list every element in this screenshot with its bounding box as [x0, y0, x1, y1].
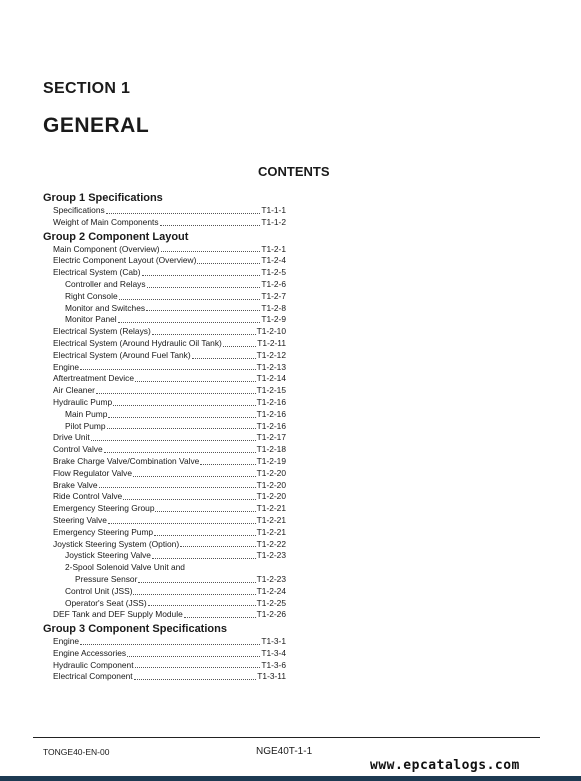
toc-entry-title: Flow Regulator Valve	[53, 467, 132, 478]
toc-entry[interactable]	[43, 432, 286, 444]
toc-entry-page: T1-2-24	[256, 585, 286, 596]
toc-entry-title: Weight of Main Components	[53, 216, 159, 227]
toc-entry[interactable]	[43, 303, 286, 315]
toc-entry[interactable]	[43, 205, 286, 217]
dot-leader	[80, 644, 260, 645]
footer-divider	[33, 737, 540, 738]
toc-entry[interactable]	[43, 527, 286, 539]
toc-entry-page: T1-3-4	[261, 647, 286, 658]
toc-entry[interactable]	[43, 279, 286, 291]
toc-entry[interactable]	[43, 562, 286, 574]
dot-leader	[161, 251, 261, 252]
toc-entry-page: T1-2-7	[261, 290, 286, 301]
toc-entry-title: 2-Spool Solenoid Valve Unit and	[65, 562, 185, 573]
toc-entry[interactable]	[43, 586, 286, 598]
toc-entry-page: T1-2-23	[256, 573, 286, 584]
toc-entry-title: Emergency Steering Group	[53, 503, 155, 514]
toc-entry-page: T1-2-20	[256, 467, 286, 478]
toc-entry[interactable]	[43, 636, 286, 648]
dot-leader	[146, 310, 260, 311]
toc-entry[interactable]	[43, 574, 286, 586]
dot-leader	[135, 667, 261, 668]
toc-entry-page: T1-2-8	[261, 302, 286, 313]
dot-leader	[138, 582, 255, 583]
toc-entry-title: Right Console	[65, 290, 118, 301]
bottom-color-bar	[0, 776, 581, 781]
toc-entry-page: T1-3-6	[261, 659, 286, 670]
toc-entry[interactable]	[43, 421, 286, 433]
toc-entry-title: Electric Component Layout (Overview)	[53, 255, 197, 266]
toc-entry-title: Controller and Relays	[65, 278, 146, 289]
toc-entry-title: Brake Charge Valve/Combination Valve	[53, 455, 200, 466]
toc-entry-title: Electrical System (Around Fuel Tank)	[53, 349, 191, 360]
footer-document-code: TONGE40-EN-00	[43, 747, 110, 757]
dot-leader	[134, 679, 257, 680]
toc-entry-title: Electrical System (Around Hydraulic Oil Tank)	[53, 337, 222, 348]
watermark-url: www.epcatalogs.com	[370, 758, 520, 773]
section-label: SECTION 1	[43, 80, 131, 97]
toc-entry[interactable]	[43, 267, 286, 279]
toc-entry-title: Emergency Steering Pump	[53, 526, 154, 537]
dot-leader	[119, 299, 261, 300]
toc-entry-title: Monitor Panel	[65, 314, 117, 325]
toc-entry[interactable]	[43, 503, 286, 515]
dot-leader	[133, 594, 255, 595]
dot-leader	[118, 322, 261, 323]
dot-leader	[148, 605, 256, 606]
dot-leader	[127, 656, 260, 657]
toc-entry[interactable]	[43, 539, 286, 551]
toc-entry[interactable]	[43, 660, 286, 672]
toc-entry-page: T1-2-16	[256, 396, 286, 407]
toc-entry-title: Engine	[53, 361, 80, 372]
toc-entry-title: Pressure Sensor	[75, 573, 138, 584]
toc-entry[interactable]	[43, 671, 286, 683]
dot-leader	[180, 546, 256, 547]
section-title: GENERAL	[43, 114, 150, 137]
toc-entry[interactable]	[43, 609, 286, 621]
toc-entry-page: T1-2-23	[256, 550, 286, 561]
toc-entry-title: Electrical System (Cab)	[53, 267, 141, 278]
toc-entry-title: Brake Valve	[53, 479, 98, 490]
toc-entry-page: T1-2-9	[261, 314, 286, 325]
dot-leader	[142, 275, 261, 276]
toc-entry-page: T1-2-12	[256, 349, 286, 360]
dot-leader	[152, 558, 256, 559]
dot-leader	[99, 487, 256, 488]
toc-entry-page: T1-2-16	[256, 420, 286, 431]
dot-leader	[223, 346, 257, 347]
toc-entry-page: T1-3-11	[257, 671, 286, 682]
toc-entry-page: T1-2-11	[257, 337, 286, 348]
toc-entry[interactable]	[43, 480, 286, 492]
dot-leader	[104, 452, 256, 453]
toc-entry[interactable]	[43, 468, 286, 480]
dot-leader	[184, 617, 256, 618]
toc-entry-title: Electrical System (Relays)	[53, 326, 151, 337]
toc-entry-page: T1-1-1	[261, 205, 286, 215]
dot-leader	[133, 476, 256, 477]
dot-leader	[113, 405, 256, 406]
toc-entry[interactable]	[43, 550, 286, 562]
toc-entry[interactable]	[43, 244, 286, 256]
contents-title: CONTENTS	[258, 164, 330, 179]
dot-leader	[80, 369, 256, 370]
toc-entry-title: Joystick Steering System (Option)	[53, 538, 180, 549]
toc-entry-title: Engine	[53, 636, 80, 647]
dot-leader	[147, 287, 261, 288]
toc-entry-page: T1-2-21	[256, 503, 286, 514]
toc-entry[interactable]	[43, 444, 286, 456]
toc-entry[interactable]	[43, 314, 286, 326]
footer-page-number: NGE40T-1-1	[256, 746, 313, 757]
table-of-contents	[43, 192, 286, 683]
group-heading: Group 2 Component Layout	[43, 230, 189, 243]
toc-entry[interactable]	[43, 598, 286, 610]
toc-entry-page: T1-2-26	[256, 609, 286, 620]
toc-entry[interactable]	[43, 217, 286, 229]
toc-entry-title: Hydraulic Component	[53, 659, 134, 670]
toc-entry-page: T1-2-18	[256, 444, 286, 455]
toc-entry-page: T1-2-13	[256, 361, 286, 372]
toc-entry-page: T1-2-10	[256, 326, 286, 337]
toc-entry-page: T1-2-14	[256, 373, 286, 384]
toc-entry[interactable]	[43, 255, 286, 267]
dot-leader	[155, 511, 255, 512]
toc-entry[interactable]	[43, 362, 286, 374]
dot-leader	[135, 381, 256, 382]
toc-entry-title: Pilot Pump	[65, 420, 106, 431]
dot-leader	[96, 393, 256, 394]
group-heading: Group 1 Specifications	[43, 192, 163, 204]
toc-entry-page: T1-2-21	[256, 526, 286, 537]
toc-entry-page: T1-2-22	[256, 538, 286, 549]
dot-leader	[152, 334, 256, 335]
dot-leader	[107, 428, 256, 429]
toc-entry-page: T1-2-19	[256, 455, 286, 466]
dot-leader	[91, 440, 256, 441]
dot-leader	[200, 464, 255, 465]
dot-leader	[192, 358, 256, 359]
dot-leader	[108, 523, 256, 524]
toc-entry[interactable]	[43, 456, 286, 468]
toc-entry-page: T1-2-16	[256, 408, 286, 419]
toc-entry-title: Ride Control Valve	[53, 491, 123, 502]
dot-leader	[160, 225, 261, 226]
toc-entry-title: Specifications	[53, 205, 105, 215]
toc-entry-title: Electrical Component	[53, 671, 133, 682]
toc-entry-title: Air Cleaner	[53, 385, 95, 396]
toc-entry-page: T1-1-2	[261, 216, 286, 227]
toc-entry[interactable]	[43, 515, 286, 527]
toc-entry[interactable]	[43, 373, 286, 385]
toc-entry[interactable]	[43, 338, 286, 350]
toc-entry-title: Main Pump	[65, 408, 108, 419]
toc-entry-title: Control Unit (JSS)	[65, 585, 133, 596]
toc-entry[interactable]	[43, 409, 286, 421]
toc-entry-title: Main Component (Overview)	[53, 243, 160, 254]
toc-entry-title: DEF Tank and DEF Supply Module	[53, 609, 183, 620]
toc-entry-page: T1-2-15	[256, 385, 286, 396]
toc-entry-title: Monitor and Switches	[65, 302, 146, 313]
toc-entry-page: T1-2-20	[256, 491, 286, 502]
group-heading: Group 3 Component Specifications	[43, 623, 227, 636]
toc-entry-title: Engine Accessories	[53, 647, 127, 658]
toc-entry[interactable]	[43, 385, 286, 397]
toc-entry-title: Joystick Steering Valve	[65, 550, 151, 561]
toc-entry-page: T1-2-5	[261, 267, 286, 278]
toc-entry-title: Steering Valve	[53, 514, 107, 525]
dot-leader	[154, 535, 256, 536]
toc-entry-page: T1-2-17	[256, 432, 286, 443]
dot-leader	[108, 417, 255, 418]
toc-entry-page: T1-2-21	[256, 514, 286, 525]
toc-entry[interactable]	[43, 397, 286, 409]
toc-entry-page: T1-2-20	[256, 479, 286, 490]
toc-entry[interactable]	[43, 491, 286, 503]
dot-leader	[123, 499, 255, 500]
toc-entry-title: Drive Unit	[53, 432, 90, 443]
toc-entry-title: Aftertreatment Device	[53, 373, 134, 384]
toc-entry-title: Hydraulic Pump	[53, 396, 113, 407]
toc-entry[interactable]	[43, 326, 286, 338]
toc-entry[interactable]	[43, 648, 286, 660]
dot-leader	[106, 213, 261, 214]
toc-entry[interactable]	[43, 350, 286, 362]
toc-entry-page: T1-2-4	[261, 255, 286, 266]
toc-entry-page: T1-2-6	[261, 278, 286, 289]
toc-entry-page: T1-2-25	[256, 597, 286, 608]
toc-entry-page: T1-2-1	[261, 243, 286, 254]
toc-entry[interactable]	[43, 291, 286, 303]
toc-entry-title: Control Valve	[53, 444, 103, 455]
toc-entry-page: T1-3-1	[261, 636, 286, 647]
dot-leader	[197, 263, 260, 264]
toc-entry-title: Operator's Seat (JSS)	[65, 597, 147, 608]
